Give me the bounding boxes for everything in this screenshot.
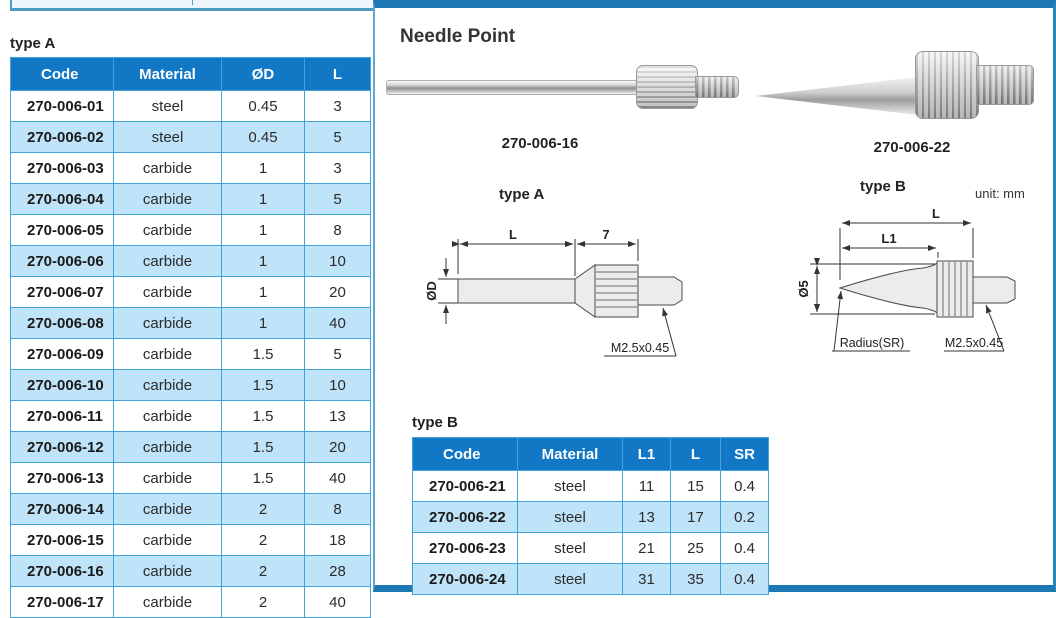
value-cell: carbide xyxy=(114,184,222,215)
table-row xyxy=(413,564,769,595)
drawing-a-title: type A xyxy=(499,186,545,203)
code-cell: 270-006-23 xyxy=(413,533,518,564)
value-cell: carbide xyxy=(114,432,222,463)
value-cell: 1 xyxy=(222,308,305,339)
value-cell: 1 xyxy=(222,184,305,215)
value-cell: carbide xyxy=(114,215,222,246)
value-cell: 17 xyxy=(671,502,721,533)
value-cell: 2 xyxy=(222,587,305,618)
value-cell: carbide xyxy=(114,277,222,308)
table-row xyxy=(11,401,371,432)
value-cell: 40 xyxy=(305,308,371,339)
value-cell: 3 xyxy=(305,153,371,184)
product-photo-needle-rod xyxy=(386,64,738,112)
code-cell: 270-006-21 xyxy=(413,471,518,502)
drawing-type-a xyxy=(408,206,708,376)
code-cell: 270-006-10 xyxy=(11,370,114,401)
value-cell: 8 xyxy=(305,215,371,246)
code-cell: 270-006-09 xyxy=(11,339,114,370)
thread-label-b: M2.5x0.45 xyxy=(944,336,1004,350)
value-cell: steel xyxy=(518,471,623,502)
code-cell: 270-006-11 xyxy=(11,401,114,432)
value-cell: carbide xyxy=(114,370,222,401)
cropped-table-remnant xyxy=(10,0,373,11)
drawn-knurl xyxy=(595,265,638,317)
code-cell: 270-006-04 xyxy=(11,184,114,215)
value-cell: carbide xyxy=(114,494,222,525)
value-cell: 10 xyxy=(305,246,371,277)
code-cell: 270-006-01 xyxy=(11,91,114,122)
value-cell: carbide xyxy=(114,556,222,587)
value-cell: 20 xyxy=(305,277,371,308)
table-row xyxy=(11,432,371,463)
value-cell: 0.2 xyxy=(721,502,769,533)
value-cell: 5 xyxy=(305,339,371,370)
table-row xyxy=(11,122,371,153)
value-cell: 1.5 xyxy=(222,339,305,370)
value-cell: carbide xyxy=(114,308,222,339)
page-title: Needle Point xyxy=(400,26,516,47)
value-cell: 28 xyxy=(305,556,371,587)
value-cell: 5 xyxy=(305,122,371,153)
code-cell: 270-006-17 xyxy=(11,587,114,618)
thread-label-a: M2.5x0.45 xyxy=(610,341,670,355)
cone-tip xyxy=(756,77,918,115)
code-cell: 270-006-05 xyxy=(11,215,114,246)
unit-label: unit: mm xyxy=(975,186,1025,201)
value-cell: steel xyxy=(518,502,623,533)
value-cell: 1 xyxy=(222,246,305,277)
value-cell: 1 xyxy=(222,153,305,184)
product-code-right: 270-006-22 xyxy=(873,139,951,156)
table-row xyxy=(11,494,371,525)
rod-knurled-collar xyxy=(636,65,698,109)
rod-thread-stud xyxy=(695,76,739,98)
value-cell: 1.5 xyxy=(222,432,305,463)
code-cell: 270-006-03 xyxy=(11,153,114,184)
drawn-cone xyxy=(840,263,937,313)
dim-diameter-label: ØD xyxy=(424,281,439,301)
product-code-left: 270-006-16 xyxy=(501,135,579,152)
code-cell: 270-006-14 xyxy=(11,494,114,525)
value-cell: 1 xyxy=(222,277,305,308)
table-row xyxy=(11,153,371,184)
drawn-shaft xyxy=(458,279,575,303)
column-header: Material xyxy=(114,58,222,91)
value-cell: carbide xyxy=(114,525,222,556)
dim-diameter-label-b: Ø5 xyxy=(796,280,811,298)
cone-knurled-collar xyxy=(915,51,979,119)
radius-label: Radius(SR) xyxy=(839,336,905,350)
dim-l-label: L xyxy=(509,227,517,242)
value-cell: steel xyxy=(114,122,222,153)
value-cell: steel xyxy=(518,533,623,564)
value-cell: 40 xyxy=(305,463,371,494)
value-cell: 1.5 xyxy=(222,463,305,494)
drawing-type-b xyxy=(798,200,1056,365)
code-cell: 270-006-16 xyxy=(11,556,114,587)
value-cell: 1.5 xyxy=(222,401,305,432)
column-header: L xyxy=(305,58,371,91)
column-header: Code xyxy=(413,438,518,471)
column-header: Code xyxy=(11,58,114,91)
table-row xyxy=(11,308,371,339)
code-cell: 270-006-06 xyxy=(11,246,114,277)
drawn-thread-stud xyxy=(638,277,682,305)
drawing-b-title: type B xyxy=(860,178,906,195)
value-cell: 21 xyxy=(623,533,671,564)
table-row xyxy=(11,556,371,587)
value-cell: 35 xyxy=(671,564,721,595)
table-row xyxy=(11,525,371,556)
code-cell: 270-006-15 xyxy=(11,525,114,556)
value-cell: 0.4 xyxy=(721,564,769,595)
product-photo-needle-cone xyxy=(752,46,1052,122)
code-cell: 270-006-13 xyxy=(11,463,114,494)
value-cell: steel xyxy=(114,91,222,122)
drawn-thread-stud-b xyxy=(973,277,1015,303)
column-header: ØD xyxy=(222,58,305,91)
cone-thread-stud xyxy=(976,65,1034,105)
value-cell: 1 xyxy=(222,215,305,246)
value-cell: carbide xyxy=(114,587,222,618)
value-cell: 10 xyxy=(305,370,371,401)
table-row xyxy=(11,91,371,122)
value-cell: 1.5 xyxy=(222,370,305,401)
code-cell: 270-006-08 xyxy=(11,308,114,339)
value-cell: 8 xyxy=(305,494,371,525)
value-cell: carbide xyxy=(114,246,222,277)
value-cell: 2 xyxy=(222,525,305,556)
table-row xyxy=(413,471,769,502)
table-row xyxy=(11,215,371,246)
table-row xyxy=(413,502,769,533)
value-cell: 11 xyxy=(623,471,671,502)
value-cell: 2 xyxy=(222,494,305,525)
table-row xyxy=(11,463,371,494)
value-cell: 15 xyxy=(671,471,721,502)
table-row xyxy=(11,339,371,370)
code-cell: 270-006-12 xyxy=(11,432,114,463)
value-cell: 25 xyxy=(671,533,721,564)
table-row xyxy=(11,587,371,618)
table-row xyxy=(11,246,371,277)
value-cell: 20 xyxy=(305,432,371,463)
table-row xyxy=(11,370,371,401)
value-cell: 2 xyxy=(222,556,305,587)
value-cell: carbide xyxy=(114,463,222,494)
table-b-caption: type B xyxy=(412,414,458,431)
column-header: SR xyxy=(721,438,769,471)
value-cell: 0.45 xyxy=(222,91,305,122)
dim-7-label: 7 xyxy=(602,227,610,242)
value-cell: 0.4 xyxy=(721,533,769,564)
code-cell: 270-006-22 xyxy=(413,502,518,533)
column-header: L1 xyxy=(623,438,671,471)
table-type-a xyxy=(10,57,371,618)
code-cell: 270-006-02 xyxy=(11,122,114,153)
table-row xyxy=(11,184,371,215)
value-cell: 13 xyxy=(305,401,371,432)
value-cell: 31 xyxy=(623,564,671,595)
table-row xyxy=(413,533,769,564)
value-cell: 0.45 xyxy=(222,122,305,153)
value-cell: carbide xyxy=(114,401,222,432)
code-cell: 270-006-24 xyxy=(413,564,518,595)
column-header: Material xyxy=(518,438,623,471)
code-cell: 270-006-07 xyxy=(11,277,114,308)
column-header: L xyxy=(671,438,721,471)
value-cell: 18 xyxy=(305,525,371,556)
value-cell: 0.4 xyxy=(721,471,769,502)
value-cell: 3 xyxy=(305,91,371,122)
dim-l-label-b: L xyxy=(932,206,940,221)
rod-shaft xyxy=(386,80,640,95)
table-a-caption: type A xyxy=(10,35,56,52)
value-cell: 40 xyxy=(305,587,371,618)
table-row xyxy=(11,277,371,308)
value-cell: 13 xyxy=(623,502,671,533)
value-cell: steel xyxy=(518,564,623,595)
value-cell: 5 xyxy=(305,184,371,215)
dim-l1-label: L1 xyxy=(881,231,897,246)
drawn-cone-flare xyxy=(575,265,595,317)
value-cell: carbide xyxy=(114,153,222,184)
remnant-cell-divider xyxy=(192,0,193,5)
value-cell: carbide xyxy=(114,339,222,370)
table-type-b xyxy=(412,437,769,595)
